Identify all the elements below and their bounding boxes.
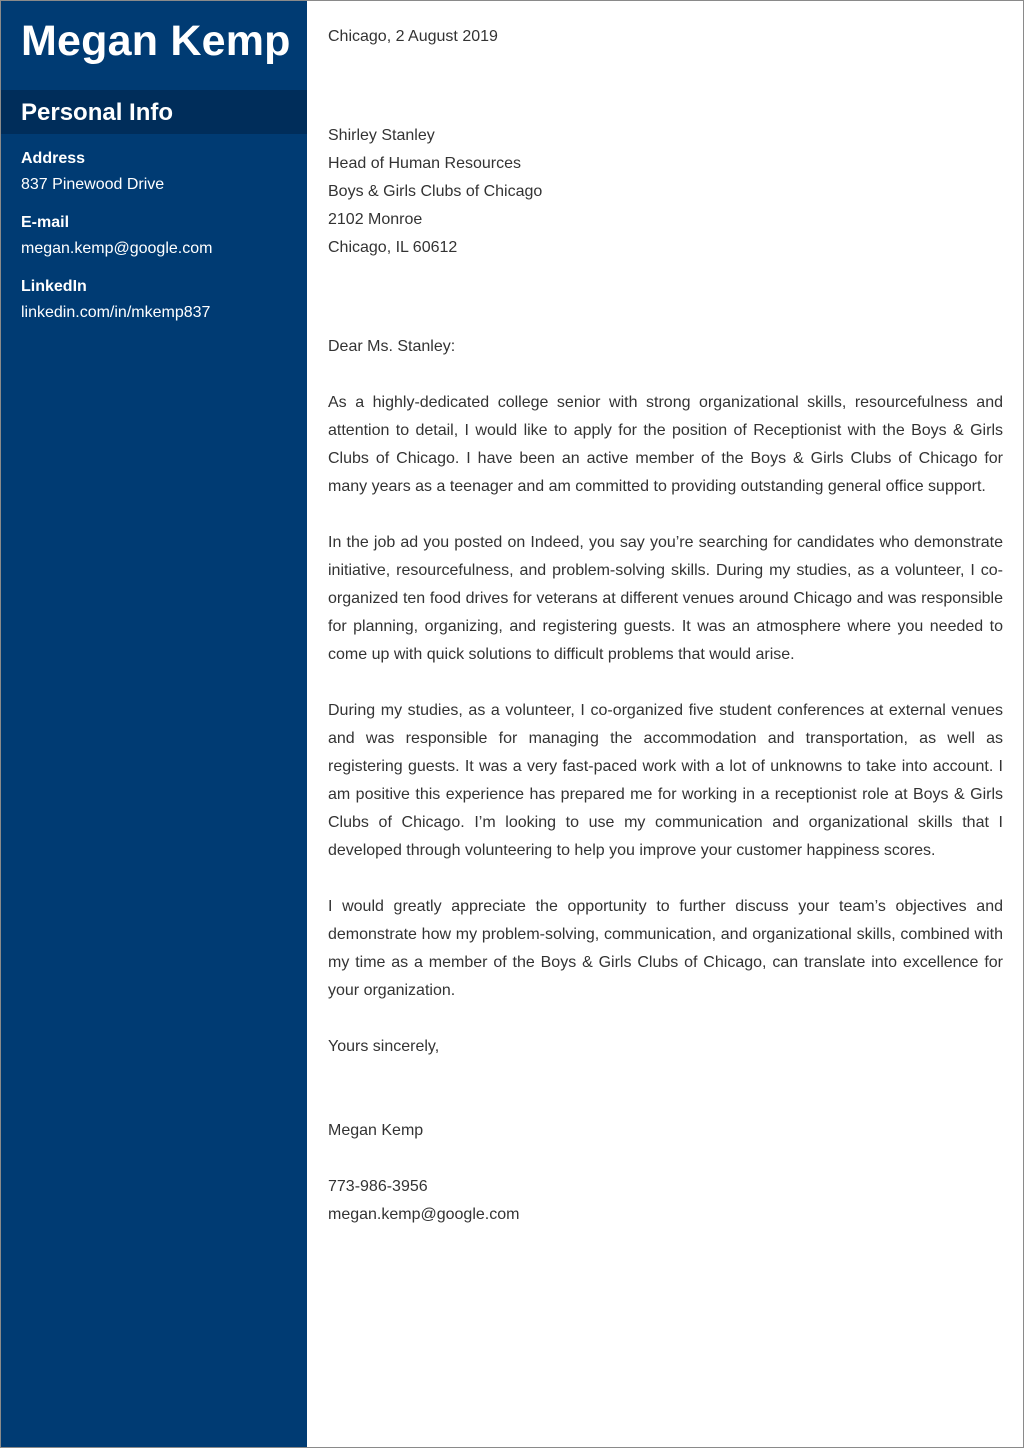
- signer-name: Megan Kemp: [328, 1122, 424, 1139]
- recipient-street: 2102 Monroe: [328, 211, 423, 228]
- recipient-organization: Boys & Girls Clubs of Chicago: [328, 183, 543, 200]
- paragraph-3: During my studies, as a volunteer, I co-organized five student conferences at external venues and was responsible for managing the accommodation and transportation, as well as registering guests. It was a very fast-paced work with a lot of unknowns to take into account. I am positive this experience has prepared me for working in a receptionist role at Boys & Girls Clubs of Chicago. I’m looking to use my communication and organizational skills that I developed through volunteering to help you improve your customer happiness scores.: [328, 702, 1003, 859]
- section-title: Personal Info: [21, 99, 174, 126]
- greeting: Dear Ms. Stanley:: [328, 338, 456, 355]
- recipient-city: Chicago, IL 60612: [328, 239, 458, 256]
- paragraph-1: As a highly-dedicated college senior with strong organizational skills, resourcefulness and attention to detail, I would like to apply for the position of Receptionist with the Boys & Girls Clubs of Chicago. I have been an active member of the Boys & Girls Clubs of Chicago for many years as a teenager and am committed to providing outstanding general office support.: [328, 394, 1003, 495]
- address-label: Address: [21, 150, 86, 167]
- personal-info: [21, 146, 301, 338]
- recipient-name: Shirley Stanley: [328, 127, 435, 144]
- recipient-title: Head of Human Resources: [328, 155, 521, 172]
- letter-date: Chicago, 2 August 2019: [328, 28, 498, 45]
- letter-body: [328, 23, 1003, 1229]
- address-value: 837 Pinewood Drive: [21, 176, 165, 193]
- linkedin-label: LinkedIn: [21, 278, 87, 295]
- applicant-name: Megan Kemp: [21, 17, 291, 65]
- sidebar: [1, 1, 307, 1447]
- recipient-block: [328, 122, 1003, 262]
- signer-phone: 773-986-3956: [328, 1178, 428, 1195]
- paragraph-4: I would greatly appreciate the opportunity to further discuss your team’s objectives and demonstrate how my problem-solving, communication, and organizational skills, combined with my time as a member of the Boys & Girls Clubs of Chicago, can translate into excellence for your organization.: [328, 898, 1003, 999]
- closing: Yours sincerely,: [328, 1038, 440, 1055]
- signer-email[interactable]: megan.kemp@google.com: [328, 1206, 520, 1223]
- email-label: E-mail: [21, 214, 70, 231]
- personal-info-header: [1, 90, 307, 134]
- paragraph-2: In the job ad you posted on Indeed, you say you’re searching for candidates who demonstrate initiative, resourcefulness, and problem-solving skills. During my studies, as a volunteer, I co-organized ten food drives for veterans at different venues around Chicago and was responsible for planning, organizing, and registering guests. It was an atmosphere where you needed to come up with quick solutions to difficult problems that would arise.: [328, 534, 1003, 663]
- email-value[interactable]: megan.kemp@google.com: [21, 240, 213, 257]
- linkedin-value[interactable]: linkedin.com/in/mkemp837: [21, 304, 211, 321]
